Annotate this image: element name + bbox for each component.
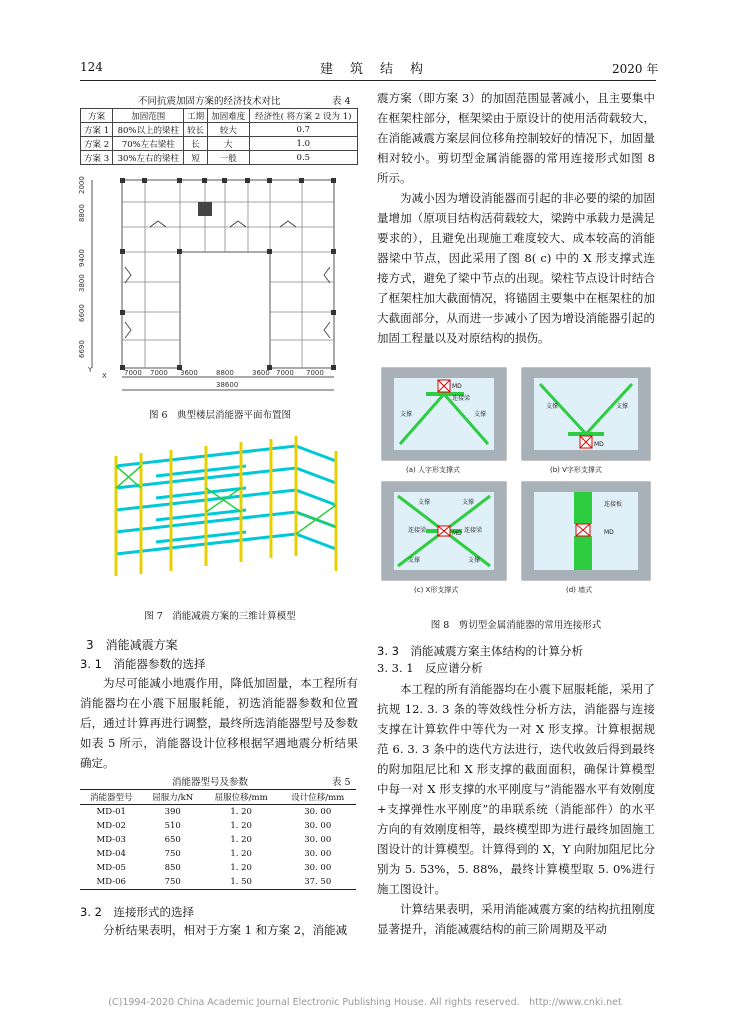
- table-cell: 0.5: [249, 151, 357, 165]
- fig8-label-d: (d) 墙式: [566, 586, 593, 594]
- table-cell: 80%以上的梁柱: [113, 123, 184, 137]
- fig7-3d-model: [96, 426, 346, 594]
- table-cell: 方案 1: [81, 123, 113, 137]
- table-header: 消能器型号: [80, 790, 142, 805]
- table-cell: 70%左右梁柱: [113, 137, 184, 151]
- fig8-tag: MD: [604, 529, 614, 536]
- table-cell: 750: [164, 849, 181, 859]
- section-3-2-paragraph-2: 为减小因为增设消能器而引起的非必要的梁的加固量增加（原项目结构活荷载较大，梁跨中承载力是满足要求的），且避免出现施工难度较大、成本较高的消能器梁中节点，因此采用了图 8( c) 中的 X 形支撑式连接方式，避免了梁中节点的出现。梁柱节点设计时结合了框架柱加大截面情况，将锚固主要集中在框架柱的加大截面部分，从而进一步减小了因为增设消能器引起的加固工程量以及对原结构的损伤。: [377, 191, 655, 345]
- fig6-dim-bottom: 7000: [150, 369, 168, 377]
- section-3-2-title: 3. 2 连接形式的选择: [80, 905, 194, 919]
- fig8-panel-d: [522, 482, 650, 580]
- table-cell: 30. 00: [304, 849, 332, 859]
- table-cell: 510: [164, 821, 181, 831]
- fig6-dim-bottom: 7000: [306, 369, 324, 377]
- table-row: [81, 151, 358, 165]
- fig6-dim-left: 6600: [78, 304, 86, 322]
- fig6-dim-bottom: 7000: [276, 369, 294, 377]
- table-row: [80, 847, 356, 861]
- table-cell: 方案 3: [81, 151, 113, 165]
- section-3-3-1-title: 3. 3. 1 反应谱分析: [377, 661, 483, 675]
- fig8-caption: 图 8 剪切型金属消能器的常用连接形式: [430, 620, 602, 631]
- table5: [80, 789, 356, 890]
- table-cell: 1. 20: [230, 849, 252, 859]
- fig6-dim-bottom: 8800: [216, 369, 234, 377]
- table4-caption: 不同抗震加固方案的经济技术对比: [138, 96, 281, 107]
- fig8-label-b: (b) V字形支撑式: [550, 466, 602, 474]
- fig8-tag: MD: [594, 441, 604, 448]
- section-3-1-paragraph: 为尽可能减小地震作用，降低加固量，本工程所有消能器均在小震下屈服耗能，初选消能器参数和位置后，通过计算再进行调整，最终所选消能器型号及参数如表 5 所示，消能器设计位移根据罕遇地震分析结果确定。: [80, 676, 358, 770]
- table-header: 设计位移/mm: [279, 790, 356, 805]
- fig8-tag: 支撑: [418, 499, 431, 506]
- fig6-axis-y: Y: [88, 366, 93, 374]
- fig8-tag: MD: [452, 530, 462, 537]
- fig8-tag: 连接梁: [464, 527, 483, 534]
- fig8-label-a: (a) 人字形支撑式: [406, 466, 460, 474]
- table-row: [81, 137, 358, 151]
- table-cell: 一般: [207, 151, 249, 165]
- table4: [80, 108, 358, 165]
- fig8-connection-forms: [378, 364, 654, 612]
- table-row: [80, 805, 356, 820]
- page-number: 124: [80, 60, 103, 74]
- table-cell: 750: [164, 877, 181, 887]
- fig8-tag: 连接梁: [408, 527, 427, 534]
- fig8-tag: 支撑: [462, 499, 475, 506]
- table-header: 屈服力/kN: [142, 790, 202, 805]
- fig8-tag: 支撑: [408, 557, 421, 564]
- table-row: [80, 833, 356, 847]
- table-row: [81, 123, 358, 137]
- table-row: [80, 790, 356, 805]
- section-3-title: 3 消能减震方案: [86, 638, 178, 652]
- section-3-3-paragraph-2: 计算结果表明，采用消能减震方案的结构抗扭刚度显著提升，消能减震结构的前三阶周期及平动: [377, 902, 655, 936]
- section-3-2-lead: 分析结果表明，相对于方案 1 和方案 2，消能减: [103, 923, 348, 937]
- table-cell: MD-05: [96, 863, 126, 873]
- table-cell: 1. 20: [230, 835, 252, 845]
- table-header: 加固难度: [207, 109, 249, 123]
- table-header: 方案: [81, 109, 113, 123]
- fig8-panel-c: [382, 482, 506, 580]
- table-row: [81, 109, 358, 123]
- table-cell: 390: [164, 807, 181, 817]
- fig6-dim-bottom: 7000: [124, 369, 142, 377]
- table-cell: 方案 2: [81, 137, 113, 151]
- table-cell: 1.0: [249, 137, 357, 151]
- table-header: 加固范围: [113, 109, 184, 123]
- table5-caption: 消能器型号及参数: [172, 777, 249, 788]
- fig6-dim-left: 3800: [78, 274, 86, 292]
- fig6-caption: 图 6 典型楼层消能器平面布置图: [148, 410, 292, 421]
- table-header: 工期: [184, 109, 208, 123]
- table-cell: 0.7: [249, 123, 357, 137]
- section-3-3-title: 3. 3 消能减震方案主体结构的计算分析: [377, 644, 583, 658]
- table-cell: 大: [207, 137, 249, 151]
- fig6-dim-left: 2000: [78, 176, 86, 194]
- table-header: 屈服位移/mm: [203, 790, 280, 805]
- table-cell: 1. 20: [230, 821, 252, 831]
- table-cell: MD-03: [96, 835, 126, 845]
- fig8-tag: 连接板: [604, 501, 623, 508]
- table-cell: MD-06: [96, 877, 126, 887]
- header-rule: [80, 80, 656, 81]
- section-3-1-title: 3. 1 消能器参数的选择: [80, 657, 206, 671]
- fig8-panel-a: [382, 368, 506, 460]
- table-cell: 长: [184, 137, 208, 151]
- table-row: [80, 819, 356, 833]
- table-cell: 1. 20: [230, 807, 252, 817]
- fig6-dim-left: 6690: [78, 340, 86, 358]
- table-cell: 30. 00: [304, 821, 332, 831]
- copyright-footer: (C)1994-2020 China Academic Journal Electronic Publishing House. All rights reserved. http://www.cnki.net: [108, 997, 622, 1008]
- table-cell: 短: [184, 151, 208, 165]
- fig6-floor-plan: [80, 172, 360, 394]
- fig8-tag: 支撑: [546, 403, 559, 410]
- table-header: 经济性( 将方案 2 设为 1): [249, 109, 357, 123]
- table4-label: 表 4: [332, 96, 351, 107]
- journal-title: 建 筑 结 构: [320, 62, 426, 77]
- fig6-dim-total: 38600: [216, 381, 239, 389]
- fig8-tag: MD: [452, 383, 462, 390]
- table-cell: 1. 50: [230, 877, 252, 887]
- table-cell: MD-02: [96, 821, 126, 831]
- table-cell: 30. 00: [304, 807, 332, 817]
- fig6-axis-x: X: [102, 372, 107, 380]
- section-3-3-paragraph-1: 本工程的所有消能器均在小震下屈服耗能，采用了抗规 12. 3. 3 条的等效线性分析方法，消能器与连接支撑在计算软件中等代为一对 X 形支撑。计算根据规范 6. 3. 3 条中的迭代方法进行，迭代收敛后得到最终的附加阻尼比和 X 形支撑的截面面积，确保计算模型中每一对 X 形支撑的水平刚度与“消能器水平有效刚度+支撑弹性水平刚度”的串联系统（消能部件）的水平方向的有效刚度相等，最终模型即为进行最终加固施工图设计的计算模型。计算得到的 X，Y 向附加阻尼比分别为 5. 53%，5. 88%，最终计算模型取 5. 0%进行施工图设计。: [377, 682, 655, 896]
- fig8-tag: 连接梁: [452, 395, 471, 402]
- fig6-dim-bottom: 3600: [252, 369, 270, 377]
- fig8-tag: 支撑: [474, 411, 487, 418]
- table-cell: 37. 50: [304, 877, 332, 887]
- fig7-caption: 图 7 消能减震方案的三维计算模型: [144, 611, 296, 622]
- section-3-2-continuation: 震方案（即方案 3）的加固范围显著减小，且主要集中在框架柱部分，框架梁由于原设计的使用活荷载较大，在消能减震方案层间位移角控制较好的情况下，加固量相对较小。剪切型金属消能器的常用连接形式如图 8 所示。: [377, 91, 655, 185]
- table-cell: 850: [164, 863, 181, 873]
- table-cell: 650: [164, 835, 181, 845]
- table-cell: MD-04: [96, 849, 126, 859]
- fig6-dim-bottom: 3600: [180, 369, 198, 377]
- year: 2020 年: [612, 62, 659, 76]
- table-cell: 1. 20: [230, 863, 252, 873]
- table-cell: 30%左右的梁柱: [113, 151, 184, 165]
- table-cell: 30. 00: [304, 835, 332, 845]
- table-cell: 较大: [207, 123, 249, 137]
- table-row: [80, 861, 356, 875]
- fig8-panel-b: [522, 368, 650, 460]
- fig8-tag: 支撑: [400, 411, 413, 418]
- fig8-tag: 支撑: [468, 557, 481, 564]
- fig6-dim-left: 9400: [78, 249, 86, 267]
- table-cell: 30. 00: [304, 863, 332, 873]
- fig8-label-c: (c) X形支撑式: [414, 586, 459, 594]
- table-cell: MD-01: [96, 807, 126, 817]
- table5-label: 表 5: [332, 777, 351, 788]
- fig6-dim-left: 8800: [78, 204, 86, 222]
- table-cell: 较长: [184, 123, 208, 137]
- table-row: [80, 875, 356, 890]
- fig8-tag: 支撑: [616, 403, 629, 410]
